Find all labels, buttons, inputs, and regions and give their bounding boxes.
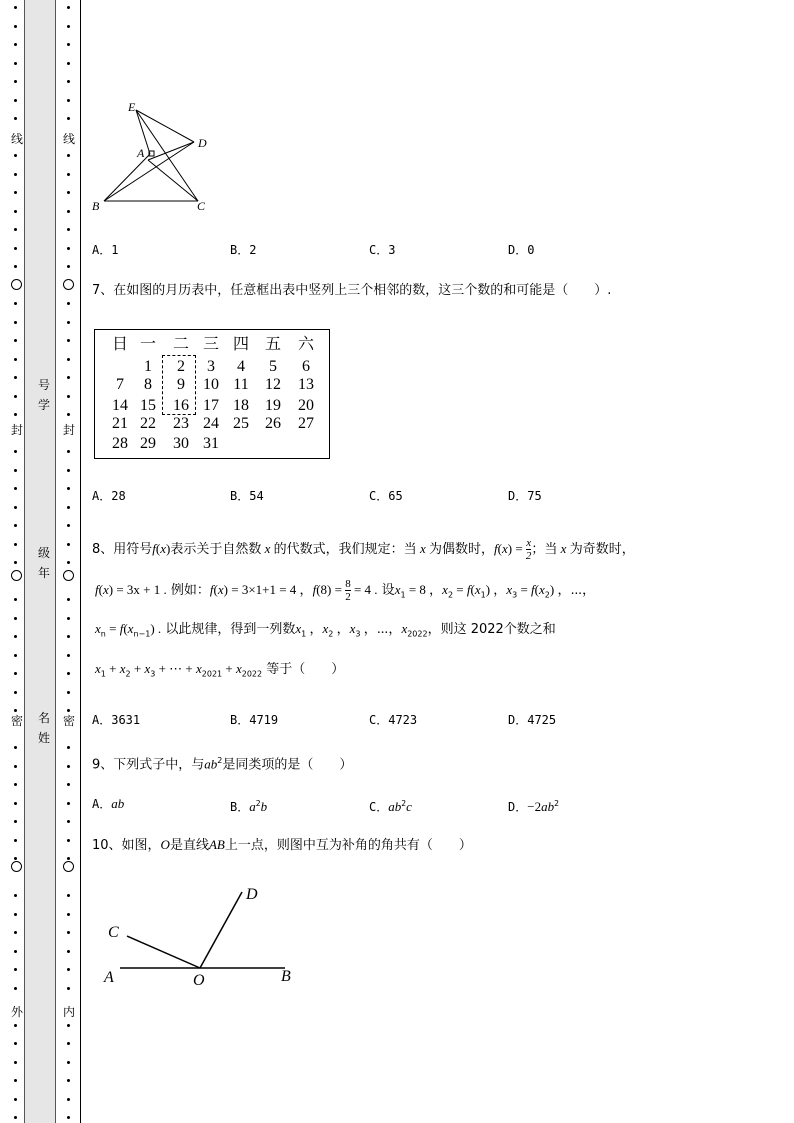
binding-dot <box>67 173 70 176</box>
binding-dot <box>14 1098 17 1101</box>
binding-dot <box>14 543 17 546</box>
binding-dot <box>67 395 70 398</box>
binding-dot <box>14 968 17 971</box>
calendar-day-cell: 29 <box>140 435 156 452</box>
q10-label-a: A <box>104 969 114 986</box>
binding-dot <box>67 339 70 342</box>
calendar-header-cell: 二 <box>172 336 189 353</box>
field-grade-label <box>37 544 51 584</box>
q8-option-b: B．4719 <box>230 713 279 727</box>
field-name-label <box>37 709 51 749</box>
q10-label-c: C <box>108 924 119 941</box>
binding-dot <box>67 1098 70 1101</box>
binding-dot <box>14 154 17 157</box>
binding-dot <box>14 25 17 28</box>
calendar-day-cell: 18 <box>233 397 249 414</box>
calendar-header-cell: 一 <box>139 336 156 353</box>
inner-circle-mark <box>63 570 74 581</box>
binding-dot <box>67 1024 70 1027</box>
binding-dot <box>14 857 17 860</box>
binding-dot <box>67 931 70 934</box>
binding-dot <box>67 358 70 361</box>
q9-option-c: C．$ab^2c$ <box>369 799 412 814</box>
calendar-day-cell: 5 <box>269 358 277 375</box>
q7-calendar-table <box>94 329 330 459</box>
calendar-header-cell: 三 <box>202 336 219 353</box>
binding-dot <box>67 672 70 675</box>
q10-label-o: O <box>193 972 205 989</box>
q8-line-2: f(x) = 3x + 1 . 例如：f(x) = 3×1+1 = 4 ，f(8) = $\frac{8}{2}$ = 4 . 设$x_1 = 8$ ，$x_2 = f(x_1)$ ，$x_3 = f(x_2)$ ，⋯， <box>95 578 596 603</box>
binding-dot <box>67 691 70 694</box>
q10-label-d: D <box>246 886 258 903</box>
calendar-day-cell: 20 <box>298 397 314 414</box>
binding-dot <box>67 265 70 268</box>
inner-mark-feng: 封 <box>62 423 75 437</box>
q9-stem: 9、下列式子中，与$ab^2$是同类项的是（ ） <box>92 756 353 773</box>
binding-dot <box>14 913 17 916</box>
binding-dot <box>14 1042 17 1045</box>
calendar-day-cell: 25 <box>233 415 249 432</box>
inner-mark-mi: 密 <box>62 714 75 728</box>
q7-dashed-frame <box>162 355 196 415</box>
binding-dot <box>14 210 17 213</box>
binding-dot <box>67 561 70 564</box>
calendar-day-cell: 14 <box>112 397 128 414</box>
q9-option-a: A．ab <box>92 796 125 811</box>
calendar-day-cell: 19 <box>265 397 281 414</box>
calendar-day-cell: 23 <box>173 415 189 432</box>
q6-option-b: B．2 <box>230 243 257 257</box>
binding-dot <box>14 247 17 250</box>
binding-dot <box>67 247 70 250</box>
calendar-day-cell: 24 <box>203 415 219 432</box>
field-student-number-label <box>37 376 51 416</box>
binding-dot <box>67 80 70 83</box>
binding-dot <box>67 321 70 324</box>
calendar-day-cell: 28 <box>112 435 128 452</box>
binding-dot <box>67 62 70 65</box>
calendar-header-cell: 五 <box>264 336 281 353</box>
binding-dot <box>14 598 17 601</box>
binding-dot <box>67 894 70 897</box>
calendar-day-cell: 6 <box>302 358 310 375</box>
binding-dot <box>14 358 17 361</box>
q8-line-1: 8、用符号f(x)表示关于自然数 x 的代数式，我们规定：当 x 为偶数时，f(x) = $\frac{x}{2}$ ；当 x 为奇数时， <box>92 537 635 562</box>
inner-circle-mark <box>63 861 74 872</box>
binding-dot <box>14 376 17 379</box>
calendar-day-cell: 8 <box>144 376 152 393</box>
calendar-day-cell: 4 <box>237 358 245 375</box>
calendar-day-cell: 11 <box>233 376 249 393</box>
binding-dot <box>67 302 70 305</box>
binding-dot <box>14 1024 17 1027</box>
binding-dot <box>67 820 70 823</box>
calendar-header-cell: 六 <box>297 336 314 353</box>
q9-option-d: D．$-2ab^2$ <box>508 799 559 814</box>
binding-dot <box>14 894 17 897</box>
calendar-day-cell: 1 <box>144 358 152 375</box>
binding-dot <box>14 802 17 805</box>
binding-dot <box>14 950 17 953</box>
binding-dot <box>67 117 70 120</box>
calendar-day-cell: 27 <box>298 415 314 432</box>
outer-dot-column <box>13 0 19 1123</box>
binding-dot <box>67 6 70 9</box>
binding-dot <box>67 783 70 786</box>
binding-dot <box>67 987 70 990</box>
inner-dot-column <box>66 0 72 1123</box>
field-label-char: 级 <box>37 546 50 560</box>
field-label-char: 学 <box>37 398 50 412</box>
q8-option-c: C．4723 <box>369 713 418 727</box>
inner-mark-xian: 线 <box>62 132 75 146</box>
q10-stem: 10、如图，O是直线AB上一点，则图中互为补角的角共有（ ） <box>92 837 472 853</box>
binding-dot <box>14 191 17 194</box>
binding-dot <box>14 654 17 657</box>
calendar-header-cell: 四 <box>232 336 249 353</box>
binding-dot <box>67 765 70 768</box>
binding-dot <box>14 339 17 342</box>
binding-dot <box>67 857 70 860</box>
q7-option-b: B．54 <box>230 489 264 503</box>
binding-dot <box>67 469 70 472</box>
binding-dot <box>67 617 70 620</box>
calendar-day-cell: 9 <box>177 376 185 393</box>
binding-dot <box>14 931 17 934</box>
binding-dot <box>14 228 17 231</box>
field-label-char: 号 <box>37 378 50 392</box>
calendar-day-cell: 31 <box>203 435 219 452</box>
binding-dot <box>14 413 17 416</box>
q6-label-c: C <box>197 199 206 213</box>
calendar-day-cell: 17 <box>203 397 219 414</box>
outer-mark-feng: 封 <box>10 423 23 437</box>
binding-dot <box>67 210 70 213</box>
binding-dot <box>14 820 17 823</box>
field-label-char: 姓 <box>37 731 50 745</box>
q8-option-a: A．3631 <box>92 713 141 727</box>
binding-dot <box>67 228 70 231</box>
calendar-day-cell: 12 <box>265 376 281 393</box>
binding-dot <box>67 524 70 527</box>
binding-dot <box>14 99 17 102</box>
binding-dot <box>14 987 17 990</box>
binding-dot <box>67 506 70 509</box>
outer-circle-mark <box>11 279 22 290</box>
calendar-day-cell: 22 <box>140 415 156 432</box>
q6-label-d: D <box>198 136 207 150</box>
calendar-day-cell: 16 <box>173 397 189 414</box>
calendar-day-cell: 13 <box>298 376 314 393</box>
binding-right-line <box>80 0 81 1123</box>
inner-circle-mark <box>63 279 74 290</box>
binding-dot <box>14 6 17 9</box>
binding-dot <box>67 376 70 379</box>
binding-dot <box>67 635 70 638</box>
calendar-day-cell: 21 <box>112 415 128 432</box>
binding-dot <box>67 25 70 28</box>
binding-dot <box>67 43 70 46</box>
binding-dot <box>14 672 17 675</box>
calendar-day-cell: 26 <box>265 415 281 432</box>
binding-dot <box>14 1116 17 1119</box>
binding-dot <box>14 173 17 176</box>
q6-label-b: B <box>92 199 100 213</box>
q8-line-3: $x_n = f(x_{n-1})$ . 以此规律，得到一列数$x_1$ ，$x_2$ ，$x_3$ ，⋯，$x_{2022}$，则这 2022个数之和 <box>95 621 556 639</box>
binding-dot <box>14 80 17 83</box>
q8-option-d: D．4725 <box>508 713 557 727</box>
calendar-day-cell: 3 <box>207 358 215 375</box>
binding-dot <box>14 117 17 120</box>
binding-dot <box>14 1061 17 1064</box>
binding-dot <box>67 802 70 805</box>
binding-dot <box>14 1079 17 1082</box>
calendar-day-cell: 30 <box>173 435 189 452</box>
outer-mark-mi: 密 <box>10 714 23 728</box>
binding-dot <box>14 765 17 768</box>
binding-dot <box>14 395 17 398</box>
binding-dot <box>14 43 17 46</box>
field-label-char: 年 <box>37 566 50 580</box>
q6-label-e: E <box>128 100 136 114</box>
binding-dot <box>67 191 70 194</box>
binding-dot <box>14 709 17 712</box>
binding-dot <box>14 783 17 786</box>
binding-dot <box>67 450 70 453</box>
calendar-day-cell: 10 <box>203 376 219 393</box>
binding-dot <box>67 1061 70 1064</box>
binding-dot <box>67 154 70 157</box>
q8-line-4: $x_1 + x_2 + x_3$ + ⋯ + $x_{2021} + x_{2022}$ 等于（ ） <box>95 661 345 679</box>
binding-dot <box>14 746 17 749</box>
q7-stem: 7、在如图的月历表中，任意框出表中竖列上三个相邻的数，这三个数的和可能是（ ）. <box>92 283 612 298</box>
q9-option-b: B．$a^2b$ <box>230 799 268 814</box>
binding-dot <box>14 561 17 564</box>
binding-dot <box>67 598 70 601</box>
binding-dot <box>67 487 70 490</box>
binding-dot <box>14 487 17 490</box>
q7-option-d: D．75 <box>508 489 542 503</box>
calendar-header-cell: 日 <box>111 336 128 353</box>
q6-option-c: C．3 <box>369 243 396 257</box>
binding-dot <box>14 617 17 620</box>
binding-dot <box>14 524 17 527</box>
binding-dot <box>14 62 17 65</box>
outer-circle-mark <box>11 861 22 872</box>
calendar-day-cell: 15 <box>140 397 156 414</box>
q6-label-a: A <box>137 146 145 160</box>
binding-dot <box>67 968 70 971</box>
binding-dot <box>14 635 17 638</box>
binding-dot <box>67 543 70 546</box>
binding-dot <box>14 469 17 472</box>
calendar-day-cell: 7 <box>116 376 124 393</box>
binding-dot <box>67 746 70 749</box>
outer-mark-xian: 线 <box>10 132 23 146</box>
q7-option-c: C．65 <box>369 489 403 503</box>
binding-dot <box>14 321 17 324</box>
binding-dot <box>14 691 17 694</box>
q10-label-b: B <box>281 968 291 985</box>
binding-dot <box>67 913 70 916</box>
binding-dot <box>67 1042 70 1045</box>
inner-mark-nei: 内 <box>62 1005 75 1019</box>
binding-dot <box>67 709 70 712</box>
binding-dot <box>67 1116 70 1119</box>
field-label-char: 名 <box>37 711 50 725</box>
binding-dot <box>67 99 70 102</box>
q6-option-d: D．0 <box>508 243 535 257</box>
outer-circle-mark <box>11 570 22 581</box>
binding-dot <box>67 950 70 953</box>
binding-dot <box>14 839 17 842</box>
binding-dot <box>14 506 17 509</box>
binding-dot <box>67 839 70 842</box>
calendar-day-cell: 2 <box>177 358 185 375</box>
binding-dot <box>67 413 70 416</box>
binding-dot <box>67 654 70 657</box>
binding-dot <box>67 1079 70 1082</box>
outer-mark-wai: 外 <box>10 1005 23 1019</box>
binding-dot <box>14 265 17 268</box>
binding-dot <box>14 302 17 305</box>
binding-dot <box>14 450 17 453</box>
q7-option-a: A．28 <box>92 489 126 503</box>
q6-option-a: A．1 <box>92 243 119 257</box>
